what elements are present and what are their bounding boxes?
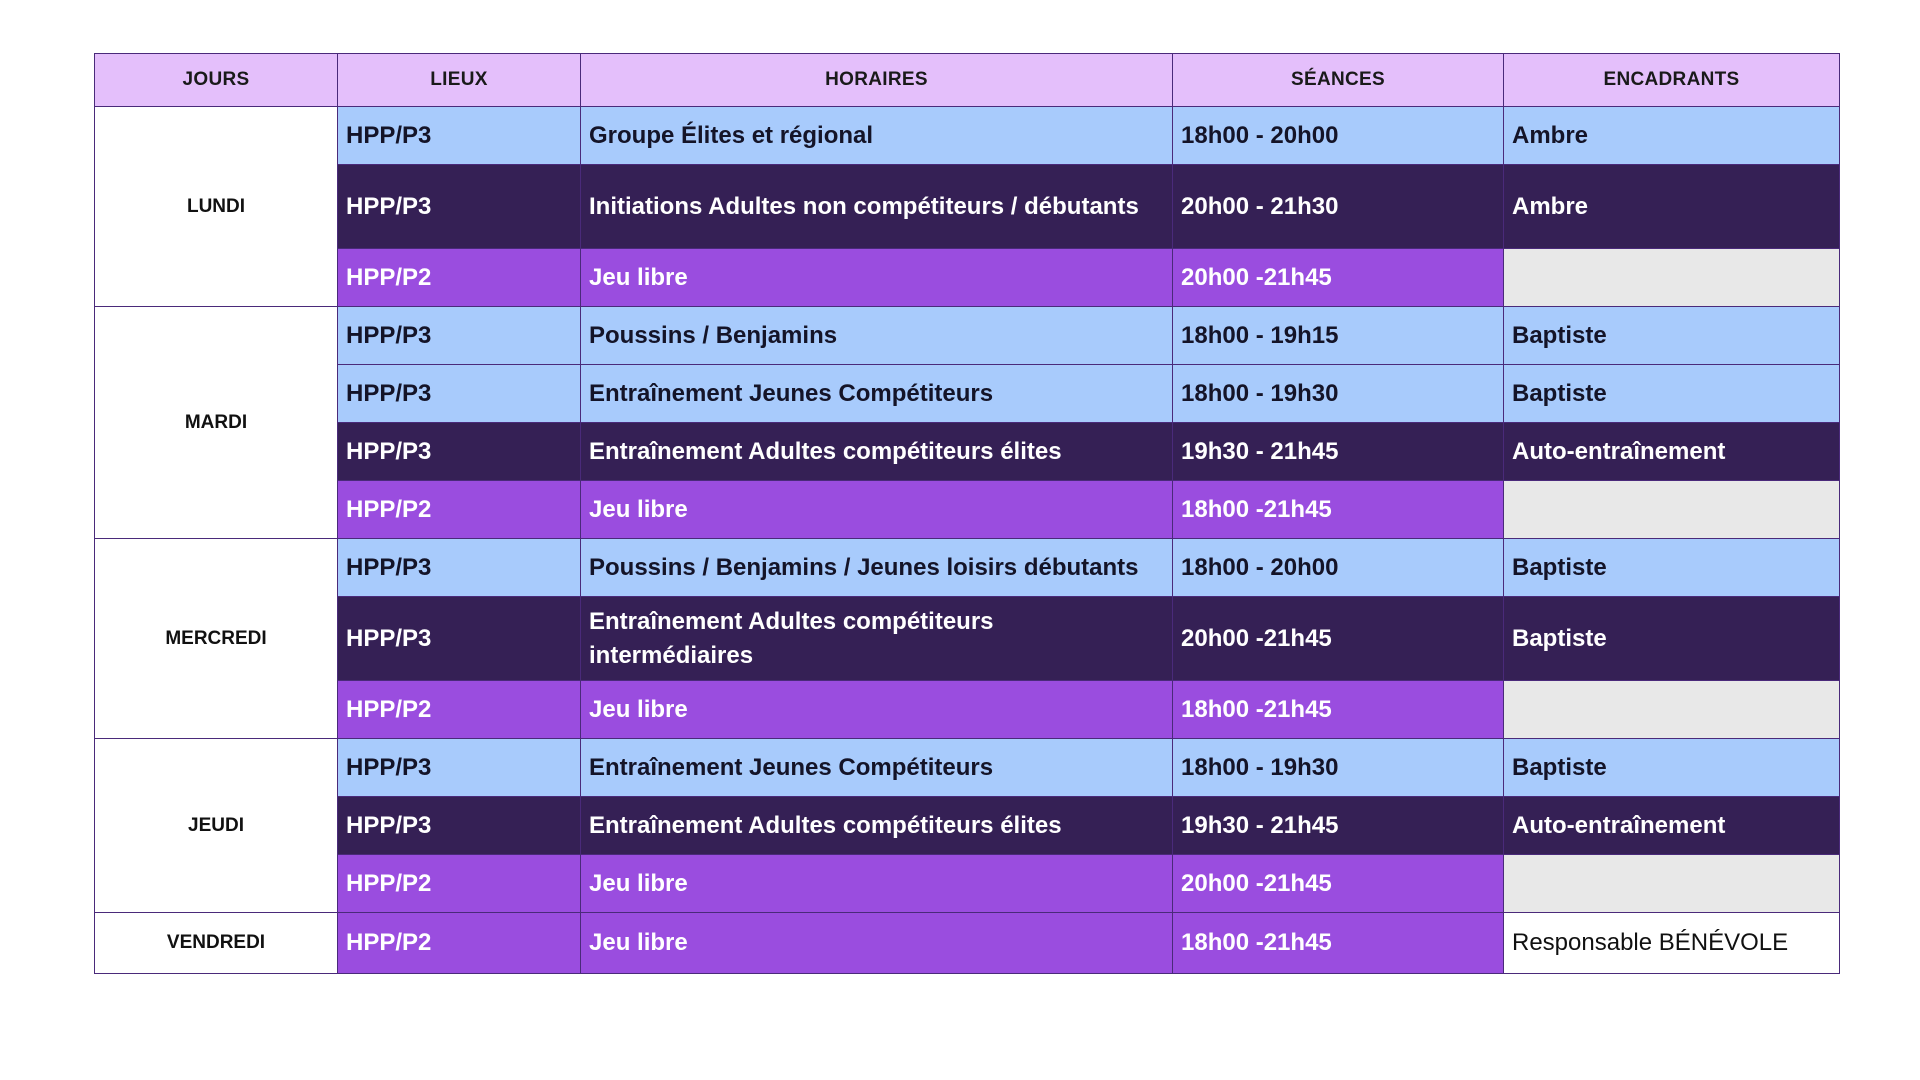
day-cell-jeudi: JEUDI — [95, 739, 338, 913]
lieu-cell: HPP/P2 — [338, 481, 581, 539]
horaire-cell: Jeu libre — [581, 681, 1173, 739]
lieu-cell: HPP/P3 — [338, 539, 581, 597]
seance-cell: 20h00 - 21h30 — [1173, 165, 1504, 249]
table-row — [95, 307, 1840, 365]
day-cell-vendredi: VENDREDI — [95, 913, 338, 974]
encadrant-cell: Baptiste — [1504, 307, 1840, 365]
encadrant-cell: Responsable BÉNÉVOLE — [1504, 913, 1840, 974]
encadrant-cell-empty — [1504, 481, 1840, 539]
horaire-cell: Jeu libre — [581, 249, 1173, 307]
lieu-cell: HPP/P2 — [338, 681, 581, 739]
table-row — [95, 597, 1840, 681]
lieu-cell: HPP/P2 — [338, 855, 581, 913]
table-row — [95, 681, 1840, 739]
horaire-cell: Jeu libre — [581, 913, 1173, 974]
header-jours: JOURS — [95, 54, 338, 107]
seance-cell: 20h00 -21h45 — [1173, 249, 1504, 307]
horaire-cell: Groupe Élites et régional — [581, 107, 1173, 165]
horaire-cell: Entraînement Adultes compétiteurs élites — [581, 423, 1173, 481]
seance-cell: 18h00 -21h45 — [1173, 481, 1504, 539]
horaire-cell: Entraînement Adultes compétiteurs élites — [581, 797, 1173, 855]
table-row — [95, 855, 1840, 913]
horaire-cell: Entraînement Jeunes Compétiteurs — [581, 739, 1173, 797]
table-row — [95, 423, 1840, 481]
lieu-cell: HPP/P3 — [338, 597, 581, 681]
header-row — [95, 54, 1840, 107]
encadrant-cell: Auto-entraînement — [1504, 797, 1840, 855]
lieu-cell: HPP/P3 — [338, 165, 581, 249]
table-row — [95, 797, 1840, 855]
lieu-cell: HPP/P2 — [338, 913, 581, 974]
table-row — [95, 739, 1840, 797]
seance-cell: 18h00 -21h45 — [1173, 681, 1504, 739]
header-seances: SÉANCES — [1173, 54, 1504, 107]
horaire-cell: Entraînement Jeunes Compétiteurs — [581, 365, 1173, 423]
lieu-cell: HPP/P3 — [338, 107, 581, 165]
encadrant-cell: Auto-entraînement — [1504, 423, 1840, 481]
encadrant-cell: Ambre — [1504, 107, 1840, 165]
horaire-cell: Jeu libre — [581, 481, 1173, 539]
lieu-cell: HPP/P3 — [338, 739, 581, 797]
encadrant-cell: Baptiste — [1504, 739, 1840, 797]
seance-cell: 19h30 - 21h45 — [1173, 797, 1504, 855]
encadrant-cell: Baptiste — [1504, 539, 1840, 597]
seance-cell: 18h00 - 19h15 — [1173, 307, 1504, 365]
lieu-cell: HPP/P3 — [338, 797, 581, 855]
encadrant-cell-empty — [1504, 681, 1840, 739]
encadrant-cell-empty — [1504, 249, 1840, 307]
day-cell-lundi: LUNDI — [95, 107, 338, 307]
seance-cell: 20h00 -21h45 — [1173, 855, 1504, 913]
day-cell-mercredi: MERCREDI — [95, 539, 338, 739]
lieu-cell: HPP/P3 — [338, 423, 581, 481]
table-row — [95, 165, 1840, 249]
table-row — [95, 249, 1840, 307]
header-encadrants: ENCADRANTS — [1504, 54, 1840, 107]
seance-cell: 18h00 - 19h30 — [1173, 365, 1504, 423]
encadrant-cell: Baptiste — [1504, 365, 1840, 423]
seance-cell: 18h00 - 19h30 — [1173, 739, 1504, 797]
header-lieux: LIEUX — [338, 54, 581, 107]
header-horaires: HORAIRES — [581, 54, 1173, 107]
encadrant-cell: Baptiste — [1504, 597, 1840, 681]
table-row — [95, 107, 1840, 165]
horaire-cell: Poussins / Benjamins — [581, 307, 1173, 365]
horaire-cell: Initiations Adultes non compétiteurs / débutants — [581, 165, 1173, 249]
schedule-table — [94, 53, 1840, 974]
table-row — [95, 539, 1840, 597]
lieu-cell: HPP/P3 — [338, 365, 581, 423]
horaire-cell: Jeu libre — [581, 855, 1173, 913]
seance-cell: 20h00 -21h45 — [1173, 597, 1504, 681]
table-row — [95, 913, 1840, 974]
horaire-cell: Poussins / Benjamins / Jeunes loisirs débutants — [581, 539, 1173, 597]
table-row — [95, 365, 1840, 423]
seance-cell: 18h00 - 20h00 — [1173, 539, 1504, 597]
seance-cell: 19h30 - 21h45 — [1173, 423, 1504, 481]
table-row — [95, 481, 1840, 539]
encadrant-cell-empty — [1504, 855, 1840, 913]
day-cell-mardi: MARDI — [95, 307, 338, 539]
lieu-cell: HPP/P3 — [338, 307, 581, 365]
lieu-cell: HPP/P2 — [338, 249, 581, 307]
seance-cell: 18h00 -21h45 — [1173, 913, 1504, 974]
encadrant-cell: Ambre — [1504, 165, 1840, 249]
horaire-cell: Entraînement Adultes compétiteurs intermédiaires — [581, 597, 1173, 681]
seance-cell: 18h00 - 20h00 — [1173, 107, 1504, 165]
